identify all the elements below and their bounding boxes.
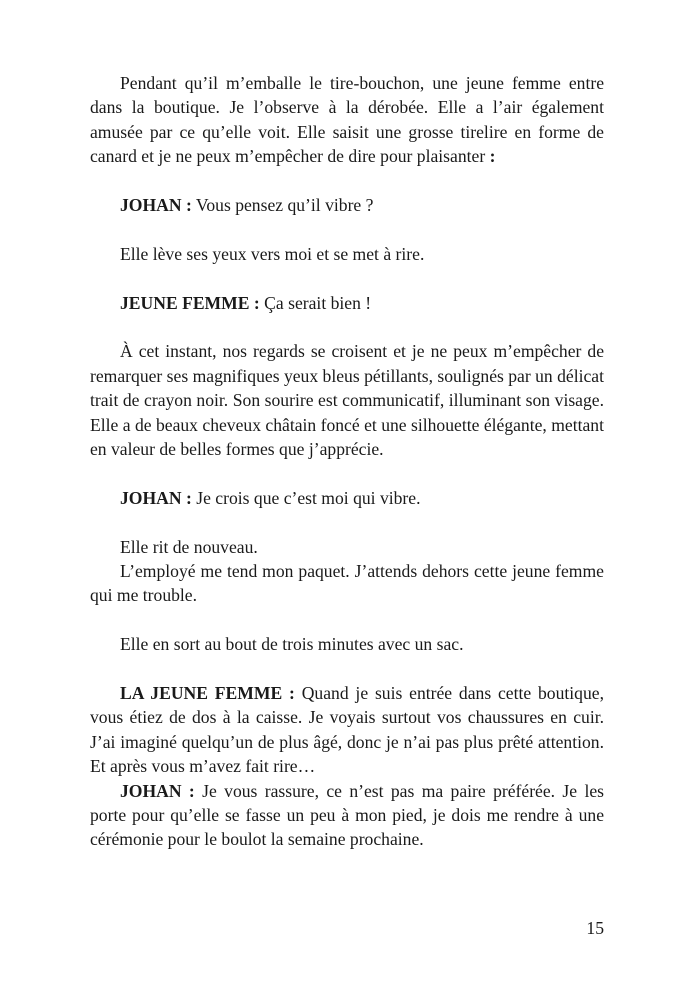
narration-paragraph (90, 71, 604, 169)
dialogue-line (90, 681, 604, 779)
narration-paragraph: Elle rit de nouveau. (120, 536, 258, 557)
paragraph-gap (90, 657, 604, 681)
narration-colon: : (485, 146, 496, 167)
speaker-name: JOHAN : (120, 487, 192, 508)
paragraph-gap (90, 608, 604, 632)
page-number: 15 (586, 918, 604, 938)
speaker-name: JOHAN : (120, 195, 192, 216)
paragraph-gap (90, 461, 604, 485)
dialogue-text: Je crois que c’est moi qui vibre. (191, 487, 421, 508)
speaker-name: JEUNE FEMME : (120, 292, 260, 313)
paragraph-gap (90, 510, 604, 534)
paragraph-gap (90, 169, 604, 193)
paragraph-gap (90, 315, 604, 339)
speaker-name: JOHAN : (120, 780, 195, 801)
narration-paragraph: À cet instant, nos regards se croisent et je ne peux m’empêcher de remarquer ses magnifiques yeux bleus pétillants, soulignés par un délicat trait de crayon noir. Son sourire est communicatif, illuminant son visage. Elle a de beaux cheveux châtain foncé et une silhouette élégante, mettant en valeur de belles formes que j’apprécie. (90, 341, 604, 460)
dialogue-text: Quand je suis entrée dans cette boutique, vous étiez de dos à la caisse. Je voyais surtout vos chaussures en cuir. J’ai imaginé quelqu’un de plus âgé, donc je n’ai pas plus prêté attention. Et après vous m’avez fait rire… (90, 683, 604, 777)
speaker-name: LA JEUNE FEMME : (120, 683, 295, 704)
narration-text: Pendant qu’il m’emballe le tire-bouchon, une jeune femme entre dans la boutique. Je l’observe à la dérobée. Elle a l’air également amusée par ce qu’elle voit. Elle saisit une grosse tirelire en forme de canard et je ne peux m’empêcher de dire pour plaisanter (90, 73, 604, 167)
narration-paragraph: L’employé me tend mon paquet. J’attends dehors cette jeune femme qui me trouble. (90, 561, 604, 606)
narration-paragraph: Elle lève ses yeux vers moi et se met à rire. (120, 243, 425, 264)
dialogue-line (90, 193, 604, 217)
dialogue-line (90, 486, 604, 510)
paragraph-gap (90, 266, 604, 290)
dialogue-text: Vous pensez qu’il vibre ? (191, 195, 374, 216)
dialogue-text: Je vous rassure, ce n’est pas ma paire préférée. Je les porte pour qu’elle se fasse un peu à mon pied, je dois me rendre à une cérémonie pour le boulot la semaine prochaine. (90, 780, 604, 850)
dialogue-text: Ça serait bien ! (259, 292, 372, 313)
dialogue-line (90, 291, 604, 315)
narration-paragraph: Elle en sort au bout de trois minutes avec un sac. (120, 634, 464, 655)
dialogue-line (90, 779, 604, 852)
paragraph-gap (90, 217, 604, 241)
